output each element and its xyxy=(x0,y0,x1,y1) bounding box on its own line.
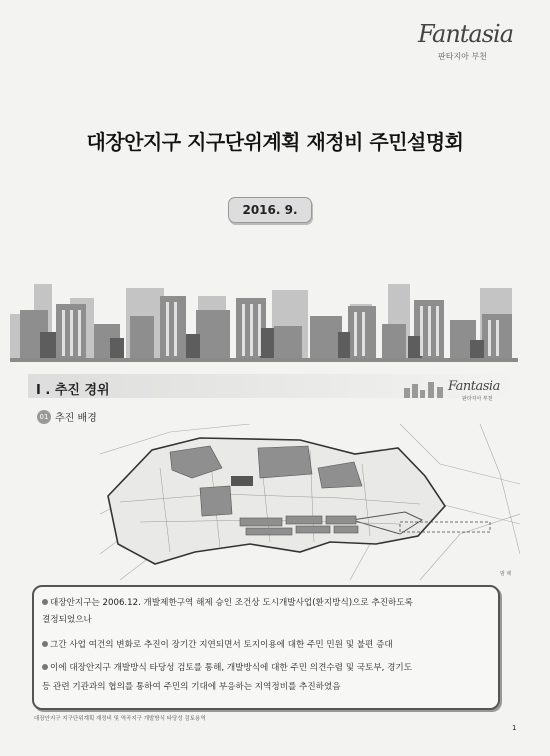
brand-logo-small-word: Fantasia xyxy=(448,379,500,394)
brand-logo-word: Fantasia xyxy=(418,20,514,48)
background-summary-box xyxy=(32,585,500,710)
bullet-text: 그간 사업 여건의 변화로 추진이 장기간 지연되면서 토지이용에 대한 주민 민원 및 불편 증대 xyxy=(50,640,393,650)
brand-logo-subtitle: 판타지아 부천 xyxy=(438,52,487,61)
subsection-title: 추진 배경 xyxy=(55,413,97,424)
bullet-item-continuation: 결정되었으나 xyxy=(42,615,92,625)
cover-date: 2016. 9. xyxy=(228,197,312,223)
bullet-dot-icon xyxy=(42,664,48,670)
bullet-item xyxy=(42,597,494,609)
section-title: I . 추진 경위 xyxy=(36,383,110,398)
bullet-dot-icon xyxy=(42,599,48,605)
skyline-illustration xyxy=(10,276,518,360)
bullet-item xyxy=(42,639,494,651)
skyline-ground xyxy=(10,358,518,362)
bullet-text: 대장안지구는 2006.12. 개발제한구역 해제 승인 조건상 도시개발사업(환지방식)으로 추진하도록 xyxy=(50,598,413,608)
map-legend: 범 례 xyxy=(500,571,512,577)
brand-logo xyxy=(418,20,514,61)
brand-logo-small-subtitle: 판타지아 부천 xyxy=(462,396,493,402)
brand-logo-small xyxy=(448,379,508,402)
subsection-number-badge: 01 xyxy=(37,410,51,424)
bullet-dot-icon xyxy=(42,641,48,647)
cover-title: 대장안지구 지구단위계획 재정비 주민설명회 xyxy=(86,130,464,154)
bullet-text: 이에 대장안지구 개발방식 타당성 검토를 통해, 개발방식에 대한 주민 의견수렴 및 국토부, 경기도 xyxy=(50,663,413,673)
bullet-item-continuation: 등 관련 기관과의 협의를 통하여 주민의 기대에 부응하는 지역정비를 추진하였음 xyxy=(42,682,341,692)
page-number: 1 xyxy=(512,724,517,732)
small-skyline-icon xyxy=(404,382,448,398)
bullet-item xyxy=(42,662,494,674)
footer-caption: 대장안지구 지구단위계획 재정비 및 역곡지구 개발방식 타당성 검토용역 xyxy=(34,716,206,722)
district-site-map xyxy=(100,424,520,580)
